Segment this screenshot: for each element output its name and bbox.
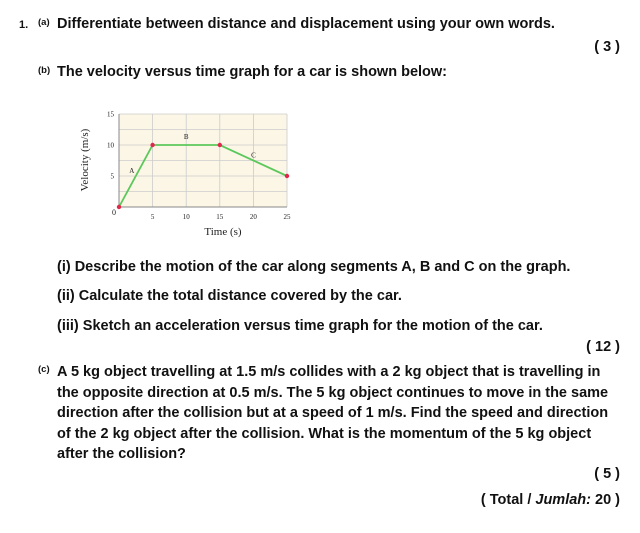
total-value: 20 ) [590, 492, 620, 508]
y-axis-label: Velocity (m/s) [79, 128, 91, 192]
x-axis-label: Time (s) [204, 226, 242, 238]
x-tick-label: 5 [150, 213, 155, 221]
part-c-text: A 5 kg object travelling at 1.5 m/s collides with a 2 kg object that is travelling in the opposite direction at 0.5 m/s. The 5 kg object continues to move in the same direction after the collision but at a speed of 1 m/s. Find the speed and direction of the 2 kg object after the collision. What is the momentum of the 5 kg object after the collision? [57, 364, 609, 462]
data-point [117, 205, 121, 209]
part-b-iii: (iii) Sketch an acceleration versus time graph for the motion of the car. [57, 318, 543, 334]
x-tick-label: 20 [249, 213, 257, 221]
part-c-label: (c) [38, 364, 50, 375]
total-marks [481, 492, 620, 508]
part-a-marks: ( 3 ) [594, 39, 620, 55]
part-b-i: (i) Describe the motion of the car along segments A, B and C on the graph. [57, 259, 571, 275]
y-tick-label: 10 [107, 141, 114, 150]
part-b-label: (b) [38, 65, 51, 76]
y-tick-label: 5 [110, 172, 114, 181]
part-a-label: (a) [38, 17, 50, 28]
y-tick-label: 15 [107, 110, 114, 119]
origin-label: 0 [112, 208, 116, 217]
part-c-marks: ( 5 ) [594, 466, 620, 482]
part-b-ii: (ii) Calculate the total distance covered by the car. [57, 288, 402, 304]
part-a-text: Differentiate between distance and displacement using your own words. [57, 16, 555, 32]
segment-label-a: A [129, 167, 135, 175]
part-b-marks: ( 12 ) [586, 339, 620, 355]
total-prefix: ( Total / [480, 492, 536, 508]
segment-label-b: B [183, 133, 189, 141]
question-number: 1. [19, 19, 29, 31]
part-b-intro: The velocity versus time graph for a car is shown below: [57, 64, 447, 80]
segment-label-c: C [251, 151, 256, 160]
total-jumlah: Jumlah: [535, 492, 591, 508]
velocity-time-graph [70, 100, 310, 245]
x-tick-label: 15 [216, 213, 224, 221]
x-tick-label: 10 [182, 213, 190, 221]
data-point [150, 143, 154, 147]
data-point [285, 174, 289, 178]
x-tick-label: 25 [283, 213, 291, 221]
data-point [218, 143, 222, 147]
